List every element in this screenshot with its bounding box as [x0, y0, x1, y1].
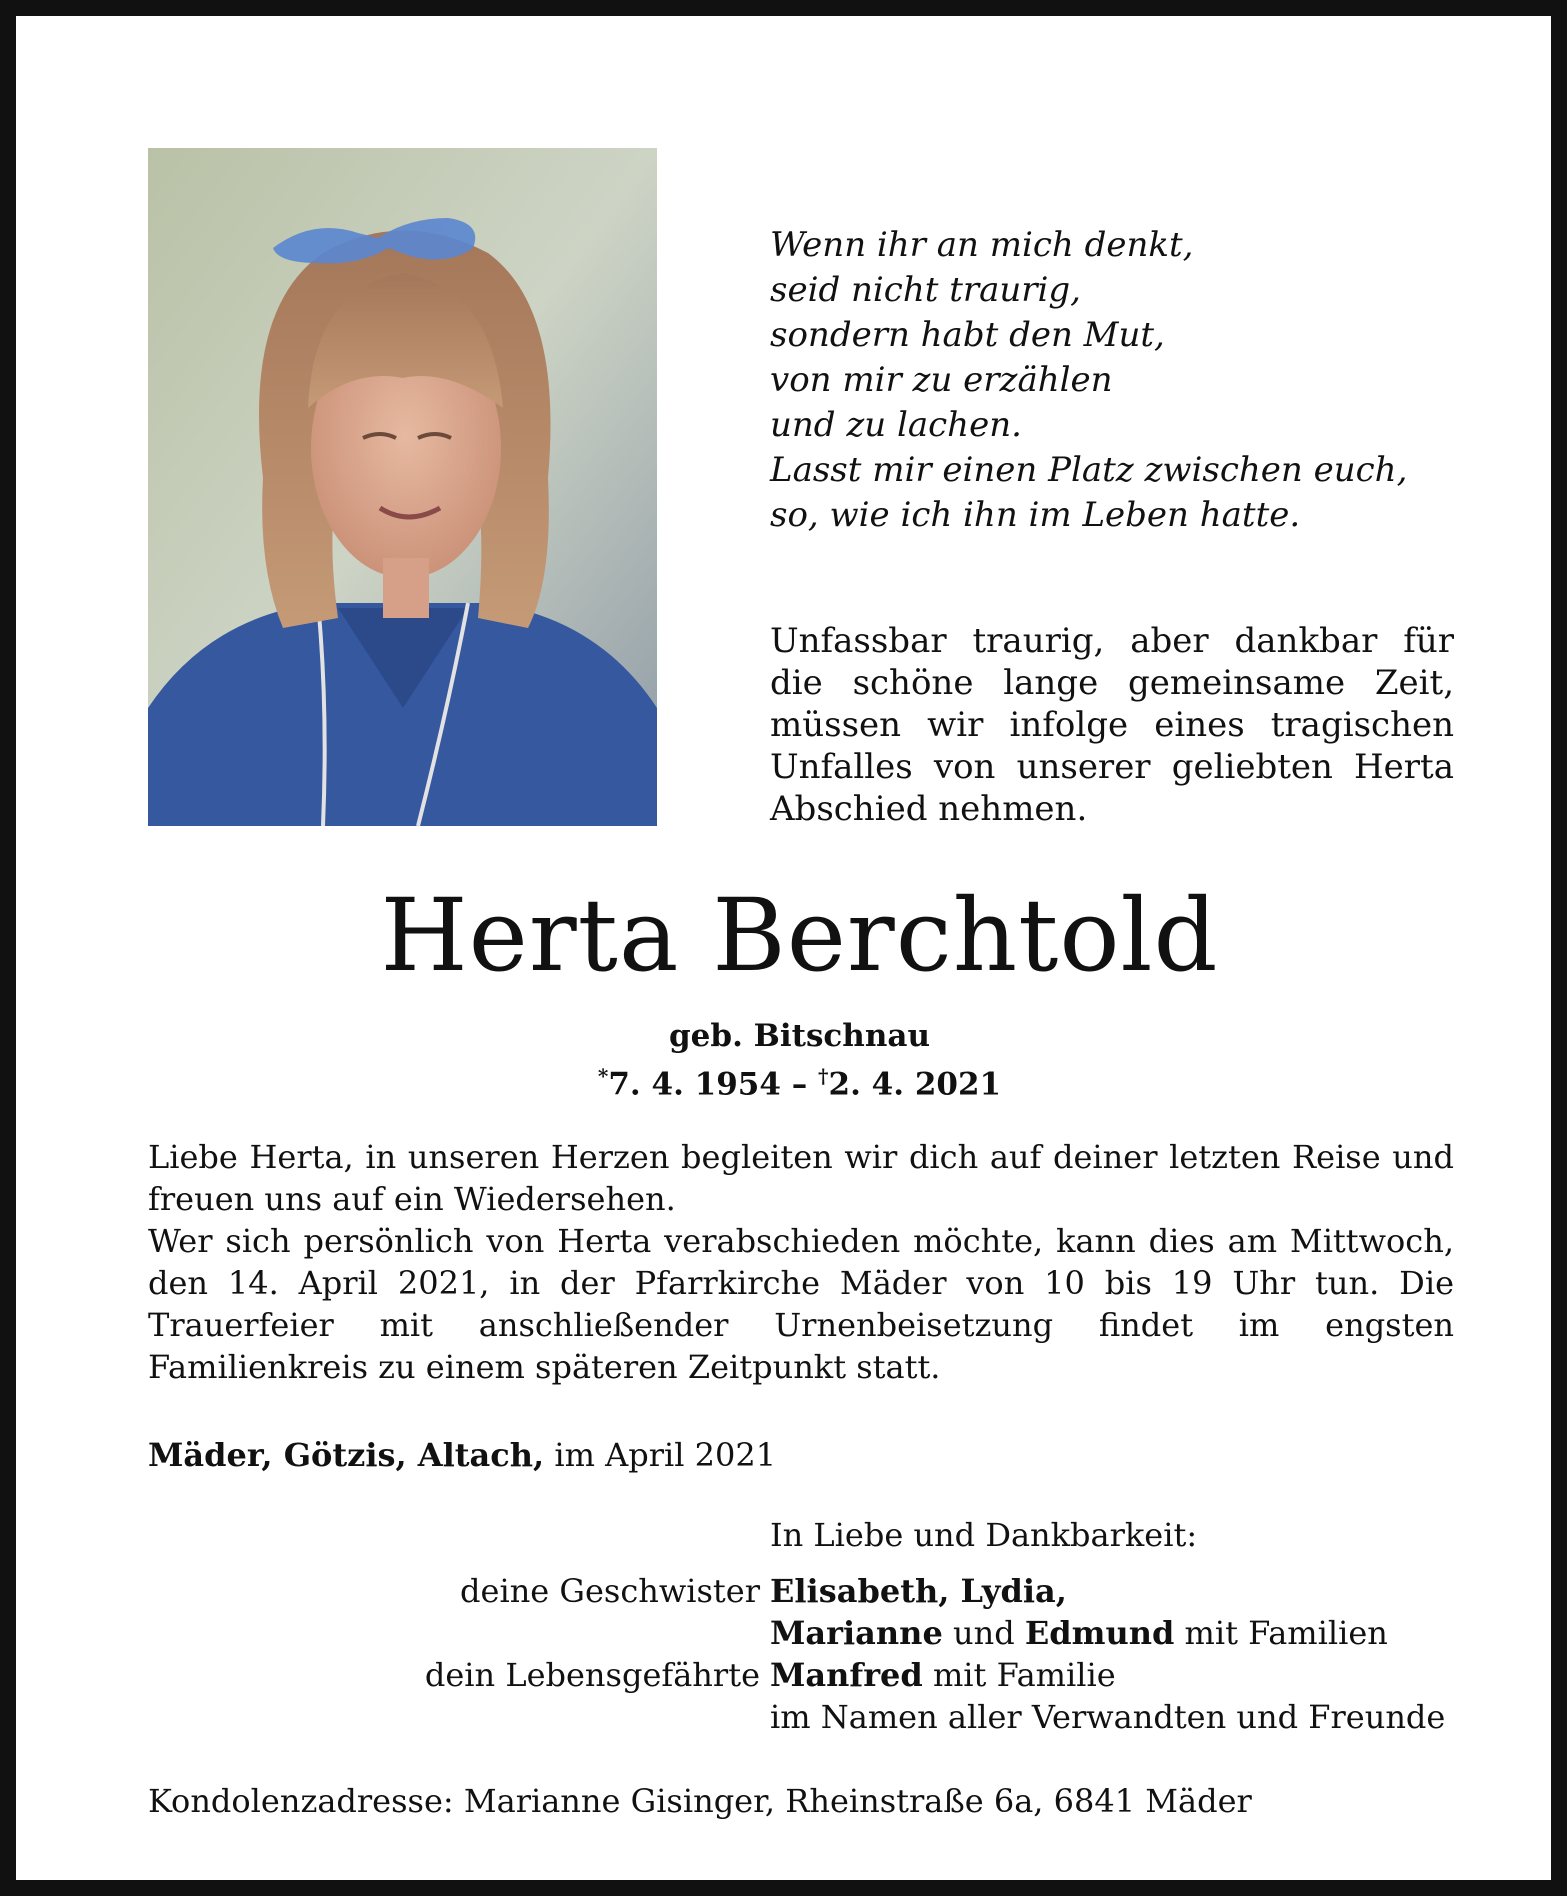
- and-text: und: [942, 1614, 1025, 1652]
- signature-row-siblings-cont: [16, 1612, 1567, 1654]
- deceased-name: Herta Berchtold: [380, 877, 1219, 994]
- birth-symbol: *: [597, 1064, 609, 1088]
- place-date-line: [148, 1434, 776, 1476]
- sibling-name: Marianne: [770, 1614, 943, 1652]
- siblings-names-line2: [770, 1612, 1388, 1654]
- poem: [770, 223, 1470, 538]
- poem-line: so, wie ich ihn im Leben hatte.: [770, 495, 1301, 535]
- condolence-address: Kondolenzadresse: Marianne Gisinger, Rheinstraße 6a, 6841 Mäder: [148, 1782, 1252, 1820]
- date-separator: –: [780, 1066, 819, 1103]
- siblings-label: deine Geschwister: [460, 1572, 760, 1610]
- poem-line: sondern habt den Mut,: [770, 315, 1165, 355]
- birth-date: 7. 4. 1954: [608, 1066, 781, 1103]
- signature-row-partner: [16, 1654, 1567, 1696]
- families-text: mit Familien: [1174, 1614, 1388, 1652]
- message-body: [148, 1136, 1454, 1388]
- poem-line: Wenn ihr an mich denkt,: [770, 225, 1194, 265]
- partner-line: [770, 1654, 1116, 1696]
- partner-label: dein Lebensgefährte: [424, 1656, 760, 1694]
- siblings-names-line1: [770, 1570, 1067, 1612]
- death-date: 2. 4. 2021: [828, 1066, 1002, 1103]
- message-paragraph: Wer sich persönlich von Herta verabschieden möchte, kann dies am Mittwoch, den 14. April 2021, in der Pfarrkirche Mäder von 10 bis 19 Uhr tun. Die Trauerfeier mit anschließender Urnenbeisetzung findet im engsten Familienkreis zu einem späteren Zeitpunkt statt.: [148, 1222, 1454, 1386]
- intro-paragraph: Unfassbar traurig, aber dankbar für die schöne lange gemeinsame Zeit, müssen wir infolge eines tragischen Unfalles von unserer geliebten Herta Abschied nehmen.: [770, 621, 1454, 829]
- signature-row-others: [16, 1696, 1567, 1738]
- siblings-names: Elisabeth, Lydia,: [770, 1572, 1067, 1610]
- death-symbol: †: [818, 1064, 829, 1088]
- signature-intro: In Liebe und Dankbarkeit:: [770, 1516, 1198, 1554]
- life-dates: [16, 1056, 1567, 1104]
- poem-line: von mir zu erzählen: [770, 360, 1113, 400]
- family-text: mit Familie: [922, 1656, 1116, 1694]
- message-paragraph: Liebe Herta, in unseren Herzen begleiten wir dich auf deiner letzten Reise und freuen uns auf ein Wiedersehen.: [148, 1138, 1454, 1218]
- places: Mäder, Götzis, Altach,: [148, 1436, 545, 1474]
- sibling-name: Edmund: [1024, 1614, 1175, 1652]
- maiden-name: geb. Bitschnau: [669, 1018, 930, 1054]
- signature-row-siblings: [16, 1570, 1567, 1612]
- poem-line: seid nicht traurig,: [770, 270, 1081, 310]
- poem-line: und zu lachen.: [770, 405, 1022, 445]
- portrait-photo: [148, 148, 657, 826]
- others-line: im Namen aller Verwandten und Freunde: [770, 1698, 1446, 1736]
- poem-line: Lasst mir einen Platz zwischen euch,: [770, 450, 1408, 490]
- date: im April 2021: [544, 1436, 777, 1474]
- partner-name: Manfred: [770, 1656, 923, 1694]
